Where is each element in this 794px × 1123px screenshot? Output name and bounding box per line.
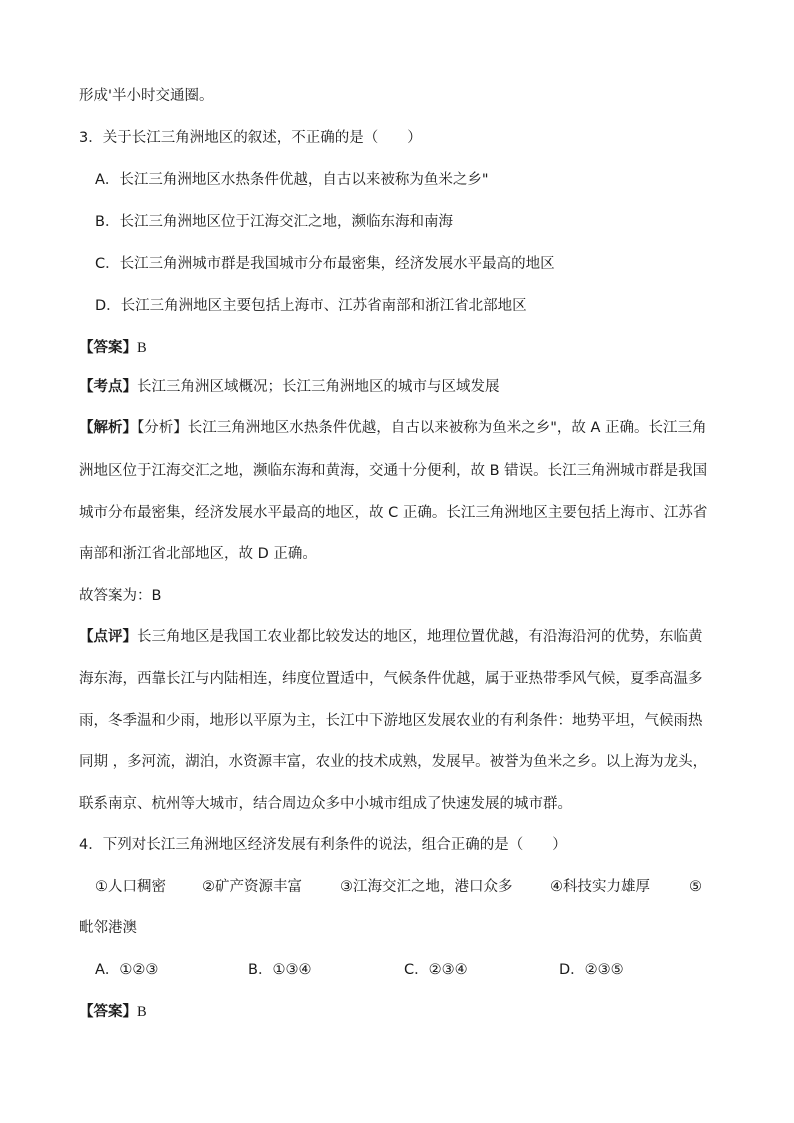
answer-value: B	[137, 1004, 147, 1020]
q4-option-a: A．①②③	[95, 962, 159, 978]
q3-dianping-line-2: 海东海，西靠长江与内陆相连，纬度位置适中，气候条件优越，属于亚热带季风气候，夏季高温多	[79, 671, 703, 687]
q4-answer	[79, 1002, 147, 1022]
answer-value: B	[137, 340, 147, 356]
q3-kaodian	[79, 377, 500, 397]
q4-option-b: B．①③④	[248, 962, 312, 978]
jiexi-tag: 【解析】	[79, 420, 137, 436]
q4-option-d: D．②③⑤	[559, 962, 624, 978]
q4-option-c: C．②③④	[404, 962, 468, 978]
q3-dianping-line-1	[79, 627, 703, 647]
q3-dianping-line-5: 联系南京、杭州等大城市，结合周边众多中小城市组成了快速发展的城市群。	[79, 796, 572, 812]
condition-4: ④科技实力雄厚	[550, 879, 650, 895]
q3-option-a: A．长江三角洲地区水热条件优越，自古以来被称为鱼米之乡"	[95, 172, 489, 188]
jiexi-text: 【分析】长江三角洲地区水热条件优越，自古以来被称为鱼米之乡"，故 A 正确。长江三角	[137, 420, 707, 436]
intro-line: 形成'半小时交通圈。	[79, 88, 214, 104]
condition-2: ②矿产资源丰富	[202, 879, 302, 895]
q4-condition-wrap: 毗邻港澳	[79, 920, 137, 936]
question-4-stem: 4．下列对长江三角洲地区经济发展有利条件的说法，组合正确的是（ ）	[79, 837, 567, 853]
answer-tag: 【答案】	[79, 1004, 137, 1020]
q3-jiexi-line-1	[79, 418, 707, 438]
q3-dianping-line-4: 同期 ，多河流，湖泊，水资源丰富，农业的技术成熟，发展早。被誉为鱼米之乡。以上海为龙头，	[79, 754, 708, 770]
condition-1: ①人口稠密	[95, 879, 166, 895]
kaodian-text: 长江三角洲区域概况；长江三角洲地区的城市与区域发展	[137, 379, 500, 395]
q3-option-b: B．长江三角洲地区位于江海交汇之地，濒临东海和南海	[95, 214, 453, 230]
q3-option-d: D．长江三角洲地区主要包括上海市、江苏省南部和浙江省北部地区	[95, 298, 527, 314]
dianping-text: 长三角地区是我国工农业都比较发达的地区，地理位置优越，有沿海沿河的优势，东临黄	[137, 629, 703, 645]
dianping-tag: 【点评】	[79, 629, 137, 645]
q3-option-c: C．长江三角洲城市群是我国城市分布最密集，经济发展水平最高的地区	[95, 256, 555, 272]
condition-3: ③江海交汇之地，港口众多	[340, 879, 513, 895]
answer-tag: 【答案】	[79, 340, 137, 356]
kaodian-tag: 【考点】	[79, 379, 137, 395]
q3-answer	[79, 338, 147, 358]
question-3-stem: 3．关于长江三角洲地区的叙述，不正确的是（ ）	[79, 130, 422, 146]
q3-final-answer: 故答案为：B	[79, 588, 162, 604]
q3-jiexi-line-3: 城市分布最密集，经济发展水平最高的地区，故 C 正确。长江三角洲地区主要包括上海市、江苏省	[79, 505, 708, 521]
q3-dianping-line-3: 雨，冬季温和少雨，地形以平原为主，长江中下游地区发展农业的有利条件：地势平坦，气候雨热	[79, 713, 703, 729]
q3-jiexi-line-2: 洲地区位于江海交汇之地，濒临东海和黄海，交通十分便利，故 B 错误。长江三角洲城市群是我国	[79, 463, 708, 479]
condition-5: ⑤	[689, 879, 702, 895]
q3-jiexi-line-4: 南部和浙江省北部地区，故 D 正确。	[79, 546, 317, 562]
